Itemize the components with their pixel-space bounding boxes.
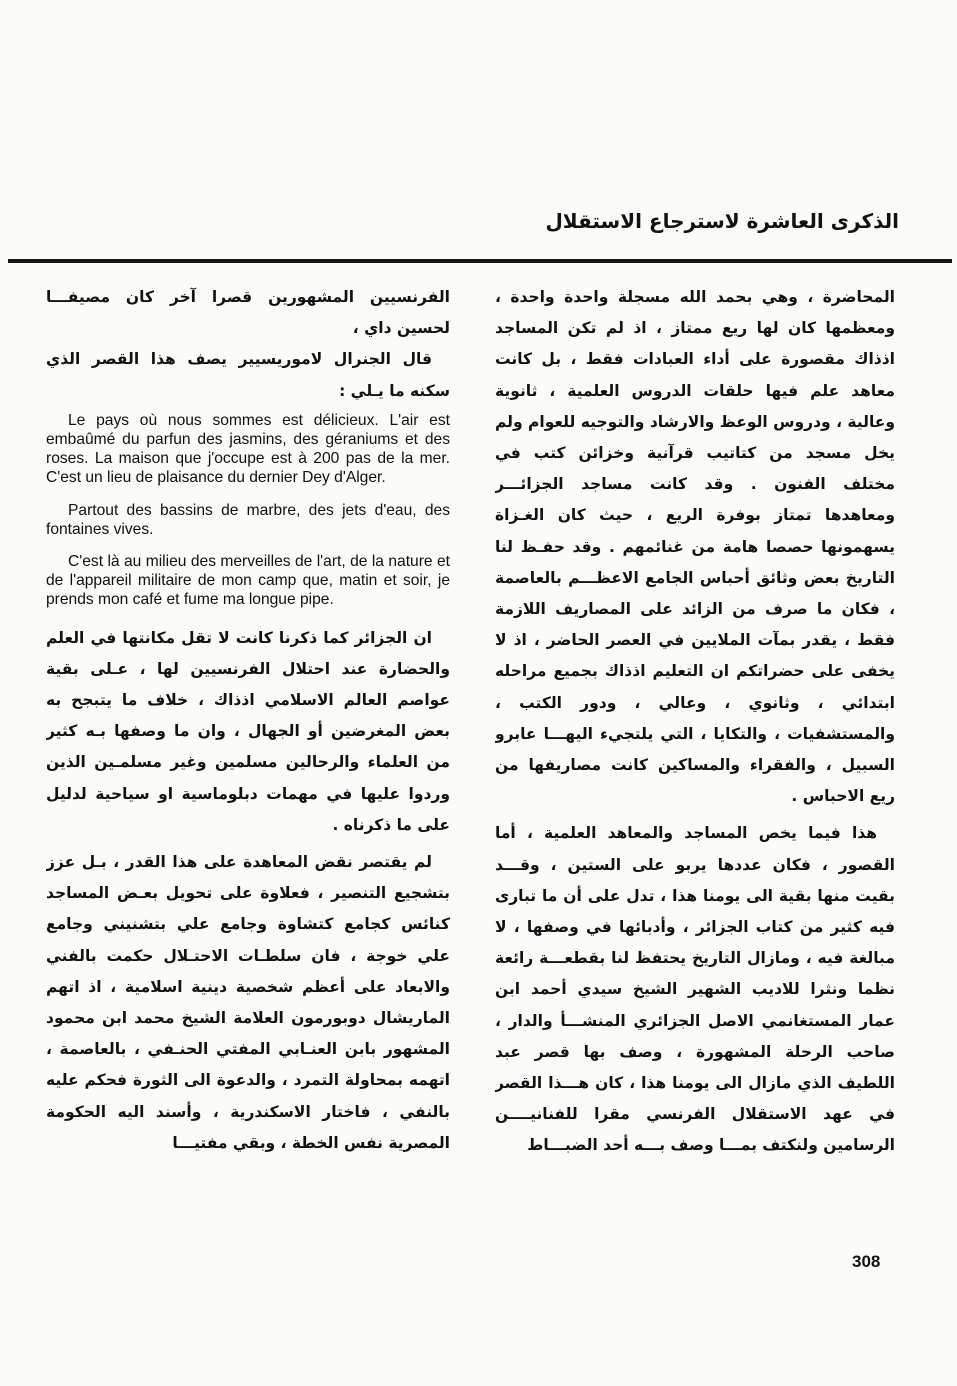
french-quote-paragraph-2: Partout des bassins de marbre, des jets d'eau, des fontaines vives. — [46, 501, 450, 538]
quote-intro: قال الجنرال لاموريسيير يصف هذا القصر الذي سكنه ما يـلي : — [46, 350, 450, 400]
left-column — [46, 282, 450, 1237]
header-rule — [8, 259, 952, 263]
running-header-title: الذكرى العاشرة لاسترجاع الاستقلال — [545, 209, 899, 233]
right-paragraph-1: المحاضرة ، وهي بحمد الله مسجلة واحدة واحدة ، ومعظمها كان لها ريع ممتاز ، اذ لم تكن المساجد اذذاك مقصورة على أداء العبادات فقط ، بل كانت معاهد علم فيها حلقات الدروس العلمية ، ثانوية وعالية ، ودروس الوعظ والارشاد والتوجيه للعوام ولم يخل مسجد من كتاتيب قرآنية وخزائن كتب في مختلف الفنون . وقد كانت مساجد الجزائـــر ومعاهدها تمتاز بوفرة الريع ، حيث كان الغـزاة يسهمونها حصصا هامة من غنائمهم . وقد حفـظ لنا التاريخ بعض وثائق أحباس الجامع الاعظـــم بالعاصمة ، فكان ما صرف من الزائد على المصاريف اللازمة فقط ، يقدر بمآت الملايين في العصر الحاضر ، اذ لا يخفى على حضراتكم ان التعليم اذذاك بجميع مراحله ابتدائي ، وثانوي ، وعالي ، ودور الكتب ، والمستشفيات ، والتكايا ، التي يلتجيء اليهـــا عابرو السبيل ، والفقراء والمساكين كانت مصاريفها من ريع الاحباس . — [495, 288, 895, 806]
left-paragraph-1: ان الجزائر كما ذكرنا كانت لا تقل مكانتها في العلم والحضارة عند احتلال الفرنسيين لها ، عـلى بقية عواصم العالم الاسلامي اذذاك ، خلاف ما يتبجح به بعض المغرضين أو الجهال ، وان ما وصفها بـه كثير من العلماء والرحالين مسلمين وغير مسلمـين الذين وردوا عليها في مهمات دبلوماسية او سياحية لدليل على ما ذكرناه . — [46, 628, 450, 834]
left-intro: الفرنسيين المشهورين قصرا آخر كان مصيفـــا لحسين داي ، — [46, 288, 450, 338]
page-number: 308 — [852, 1252, 881, 1271]
right-paragraph-2: هذا فيما يخص المساجد والمعاهد العلمية ، أما القصور ، فكان عددها يربو على الستين ، وقـــد بقيت منها بقية الى يومنا هذا ، تدل على أن ما تبارى فيه كثير من كتاب الجزائر ، وأدبائها في وصفها ، لا مبالغة فيه ، ومازال التاريخ يحتفظ لنا بقطعـــة رائعة نظما ونثرا للاديب الشهير الشيخ سيدي أحمد ابن عمار المستغانمي الاصل الجزائري المنشـــأ والدار ، صاحب الرحلة المشهورة ، وصف بها قصر عبد اللطيف الذي مازال الى يومنا هذا ، كان هـــذا القصر في عهد الاستقلال الفرنسي مقرا للفنانيــــن الرسامين ولنكتف بمـــا وصف بـــه أحد الضبـــاط — [495, 824, 895, 1155]
right-column — [495, 282, 895, 1237]
french-quote-paragraph-1: Le pays où nous sommes est délicieux. L'air est embaûmé du parfun des jasmins, des géraniums et des roses. La maison que j'occupe est à 200 pas de la mer. C'est un lieu de plaisance du dernier Dey d'Alger. — [46, 411, 450, 487]
french-quote-paragraph-3: C'est là au milieu des merveilles de l'art, de la nature et de l'appareil militaire de mon camp que, matin et soir, je prends mon café et fume ma longue pipe. — [46, 553, 450, 609]
left-paragraph-2: لم يقتصر نقض المعاهدة على هذا القدر ، بـل عزز بتشجيع التنصير ، فعلاوة على تحويل بعـض المساجد كنائس كجامع كتشاوة وجامع علي بتشنيني وجامع علي خوجة ، فان سلطـات الاحتـلال حكمت بالفني والابعاد على أعظم شخصية دينية اسلامية ، اذ اتهم الماريشال دوبورمون العلامة الشيخ محمد ابن محمود المشهور بابن العنـابي المفتي الحنـفي ، بالعاصمة ، اتهمه بمحاولة التمرد ، والدعوة الى الثورة فحكم عليه بالنفي ، فاختار الاسكندرية ، وأسند اليه الحكومة المصرية نفس الخطة ، وبقي مفتيـــا — [46, 853, 450, 1152]
french-quote — [46, 411, 450, 610]
